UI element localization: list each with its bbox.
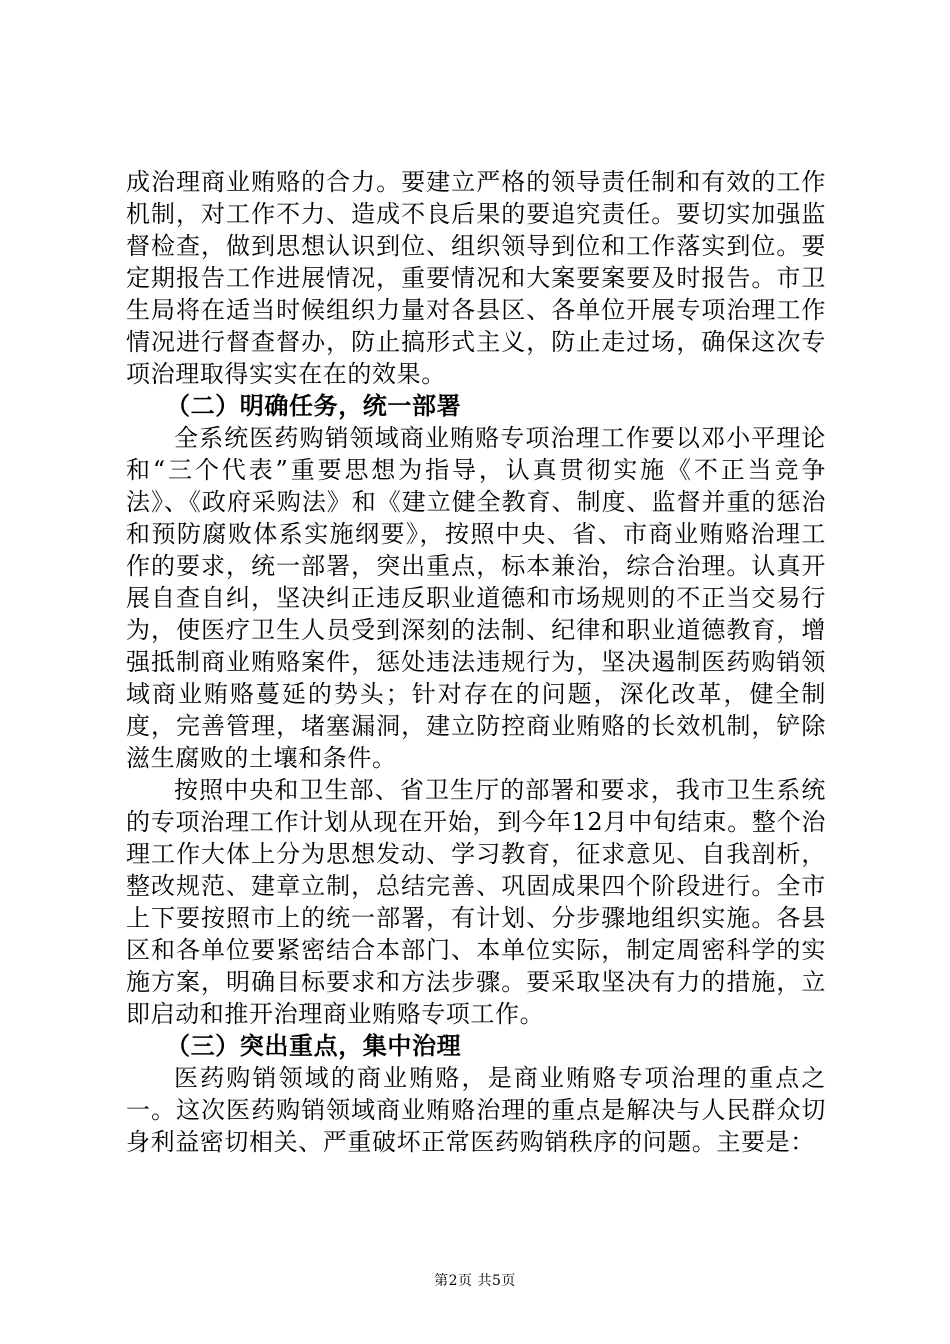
document-body xyxy=(126,166,826,1158)
paragraph-work-plan: 按照中央和卫生部、省卫生厅的部署和要求，我市卫生系统的专项治理工作计划从现在开始，到今年12月中旬结束。整个治理工作大体上分为思想发动、学习教育，征求意见、自我剖析，整改规范、建章立制，总结完善、巩固成果四个阶段进行。全市上下要按照市上的统一部署，有计划、分步骤地组织实施。各县区和各单位要紧密结合本部门、本单位实际，制定周密科学的实施方案，明确目标要求和方法步骤。要采取坚决有力的措施，立即启动和推开治理商业贿赂专项工作。 xyxy=(126,776,826,1028)
section-heading-3: （三）突出重点，集中治理 xyxy=(166,1031,462,1060)
paragraph-key-focus: 医药购销领域的商业贿赂，是商业贿赂专项治理的重点之一。这次医药购销领域商业贿赂治理的重点是解决与人民群众切身利益密切相关、严重破坏正常医药购销秩序的问题。主要是： xyxy=(126,1064,826,1156)
page-footer: 第2页 共5页 xyxy=(434,1273,516,1289)
paragraph-continued: 成治理商业贿赂的合力。要建立严格的领导责任制和有效的工作机制，对工作不力、造成不良后果的要追究责任。要切实加强监督检查，做到思想认识到位、组织领导到位和工作落实到位。要定期报告工作进展情况，重要情况和大案要案要及时报告。市卫生局将在适当时候组织力量对各县区、各单位开展专项治理工作情况进行督查督办，防止搞形式主义，防止走过场，确保这次专项治理取得实实在在的效果。 xyxy=(126,168,826,388)
paragraph-guiding-principles: 全系统医药购销领域商业贿赂专项治理工作要以邓小平理论和“三个代表”重要思想为指导，认真贯彻实施《不正当竞争法》、《政府采购法》和《建立健全教育、制度、监督并重的惩治和预防腐败体系实施纲要》，按照中央、省、市商业贿赂治理工作的要求，统一部署，突出重点，标本兼治，综合治理。认真开展自查自纠，坚决纠正违反职业道德和市场规则的不正当交易行为，使医疗卫生人员受到深刻的法制、纪律和职业道德教育，增强抵制商业贿赂案件，惩处违法违规行为，坚决遏制医药购销领域商业贿赂蔓延的势头；针对存在的问题，深化改革，健全制度，完善管理，堵塞漏洞，建立防控商业贿赂的长效机制，铲除滋生腐败的土壤和条件。 xyxy=(126,424,826,772)
section-heading-2: （二）明确任务，统一部署 xyxy=(166,391,462,420)
